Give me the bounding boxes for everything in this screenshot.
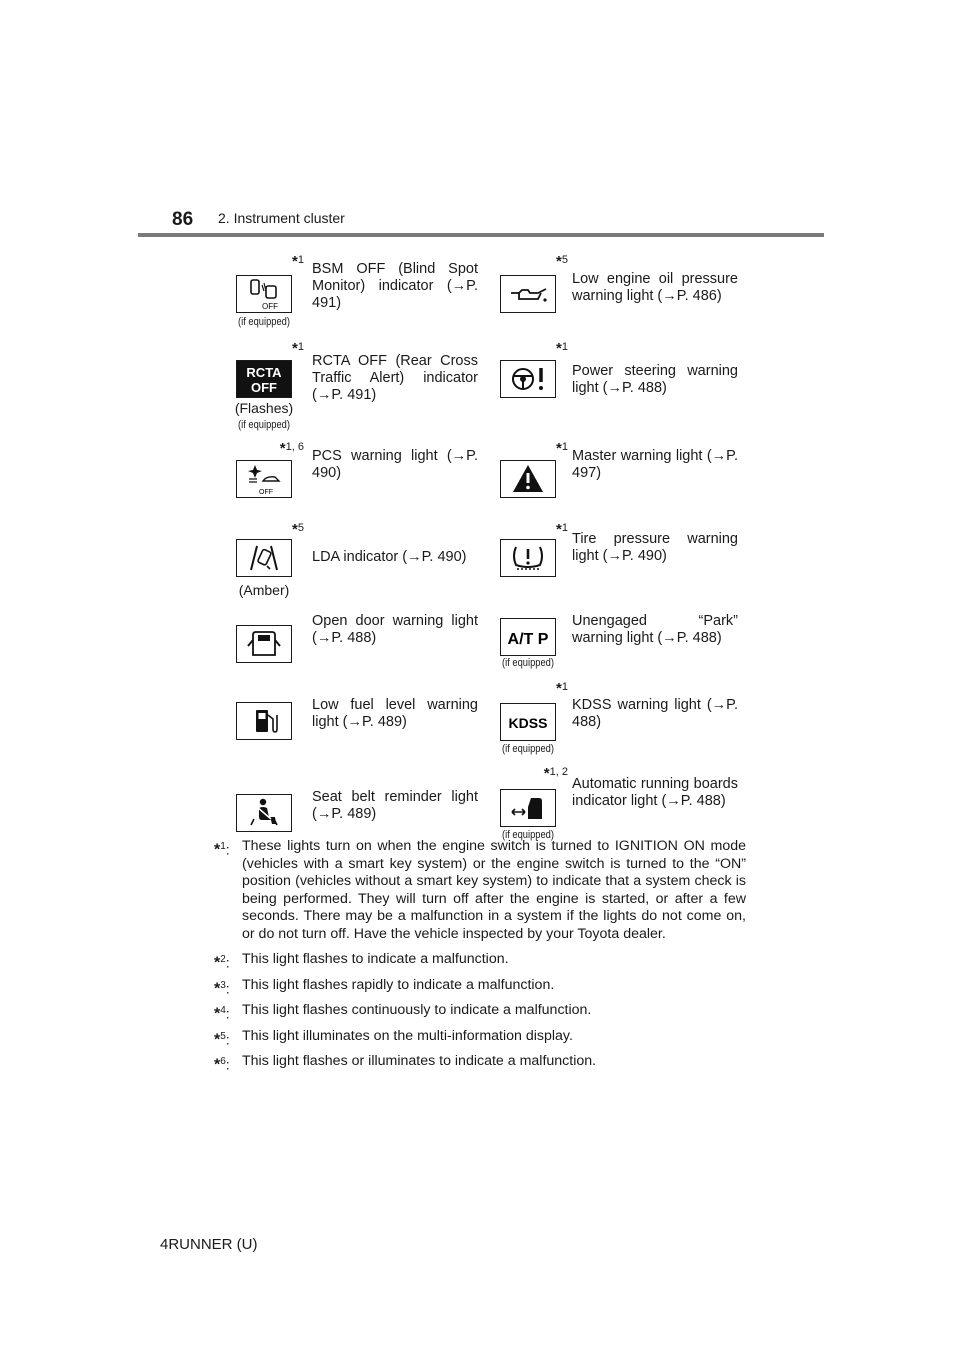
table-row — [214, 438, 746, 518]
header-rule — [138, 233, 824, 237]
icon-cell — [224, 340, 304, 438]
bsm-off-icon — [236, 275, 292, 313]
indicator-description: Automatic running boards indicator light (→P. 488) — [572, 776, 738, 809]
footnote: *$^1$: These lights turn on when the engine switch is turned to IGNITION ON mode (vehicles with a smart key system) or the engine switch is turned to the “ON” position (vehicles without a smart key system) to indicate that a system check is being performed. They will turn off after the engine is started, or after a few seconds. There may be a malfunction in a system if the lights do not come on, or do not turn off. Have the vehicle inspected by your Toyota dealer. — [214, 838, 746, 942]
indicator-description: BSM OFF (Blind Spot Monitor) indicator (→P. 491) — [312, 261, 478, 311]
icon-caption: (if equipped) — [502, 829, 554, 841]
icon-caption: (if equipped) — [502, 657, 554, 669]
footnote: *$^5$: This light illuminates on the multi-information display. — [214, 1027, 573, 1049]
master-warning-icon — [500, 460, 556, 498]
table-row — [214, 606, 746, 684]
footnote-ref: *1 — [292, 340, 304, 357]
seat-belt-icon — [236, 794, 292, 832]
at-park-icon — [500, 618, 556, 656]
indicator-description: Master warning light (→P. 497) — [572, 448, 738, 481]
indicator-description: KDSS warning light (→P. 488) — [572, 697, 738, 730]
running-boards-icon — [500, 789, 556, 827]
footnote-ref: *1 — [292, 253, 304, 270]
oil-pressure-icon — [500, 275, 556, 313]
footnote: *$^3$: This light flashes rapidly to indicate a malfunction. — [214, 976, 555, 998]
indicator-description: Low engine oil pressure warning light (→P. 486) — [572, 271, 738, 304]
footnote-ref: *1, 2 — [543, 765, 568, 782]
footnote: *$^6$: This light flashes or illuminates to indicate a malfunction. — [214, 1053, 597, 1074]
vehicle-model: 4RUNNER (U) — [160, 1236, 258, 1253]
icon-caption: (Flashes) — [234, 400, 294, 416]
svg-text:A/T P: A/T P — [507, 631, 549, 648]
section-title: 2. Instrument cluster — [218, 210, 345, 226]
icon-caption: (if equipped) — [238, 316, 290, 328]
page-number: 86 — [172, 209, 194, 230]
icon-cell — [224, 438, 304, 518]
icon-cell — [488, 518, 568, 606]
icon-caption: (if equipped) — [502, 743, 554, 755]
svg-text:OFF: OFF — [262, 302, 278, 311]
indicator-description: RCTA OFF (Rear Cross Traffic Alert) indicator (→P. 491) — [312, 353, 478, 403]
icon-caption: (Amber) — [238, 582, 290, 598]
footnote-ref: *1, 6 — [279, 440, 304, 457]
table-row — [214, 518, 746, 606]
svg-text:KDSS: KDSS — [508, 715, 548, 731]
icon-cell — [488, 245, 568, 340]
icon-cell — [224, 684, 304, 769]
lda-icon — [236, 539, 292, 577]
icon-cell — [224, 606, 304, 684]
fuel-icon — [236, 702, 292, 740]
table-row — [214, 245, 746, 340]
indicator-description: PCS warning light (→P. 490) — [312, 448, 478, 481]
icon-cell — [488, 438, 568, 518]
indicator-description: Low fuel level warning light (→P. 489) — [312, 697, 478, 730]
indicator-description: Power steering warning light (→P. 488) — [572, 363, 738, 396]
indicator-description: LDA indicator (→P. 490) — [312, 549, 467, 565]
footnotes — [214, 838, 746, 1079]
indicator-description: Tire pressure warning light (→P. 490) — [572, 531, 738, 564]
footnote-ref: *1 — [556, 440, 568, 457]
indicator-description: Unengaged “Park” warning light (→P. 488) — [572, 613, 738, 646]
svg-text:RCTA: RCTA — [246, 365, 282, 380]
indicator-description: Open door warning light (→P. 488) — [312, 613, 478, 646]
icon-cell — [224, 518, 304, 606]
table-row — [214, 340, 746, 438]
rcta-off-icon — [236, 360, 292, 398]
svg-text:OFF: OFF — [259, 489, 273, 496]
power-steering-icon — [500, 360, 556, 398]
footnote-ref: *1 — [556, 340, 568, 357]
icon-cell — [488, 340, 568, 438]
footnote-ref: *1 — [556, 521, 568, 538]
footnote: *$^4$: This light flashes continuously to indicate a malfunction. — [214, 1002, 592, 1023]
icon-cell — [488, 680, 568, 769]
kdss-icon — [500, 703, 556, 741]
tire-pressure-icon — [500, 539, 556, 577]
open-door-icon — [236, 625, 292, 663]
footnote-ref: *5 — [292, 521, 304, 538]
footnote-ref: *5 — [556, 253, 568, 270]
indicator-description: Seat belt reminder light (→P. 489) — [312, 789, 478, 822]
indicator-table — [214, 245, 746, 854]
table-row — [214, 680, 746, 769]
icon-caption: (if equipped) — [238, 419, 290, 431]
icon-cell — [224, 245, 304, 340]
footnote-ref: *1 — [556, 680, 568, 697]
svg-text:OFF: OFF — [251, 380, 277, 395]
icon-cell — [488, 606, 568, 684]
pcs-icon — [236, 460, 292, 498]
footnote: *$^2$: This light flashes to indicate a malfunction. — [214, 951, 509, 972]
